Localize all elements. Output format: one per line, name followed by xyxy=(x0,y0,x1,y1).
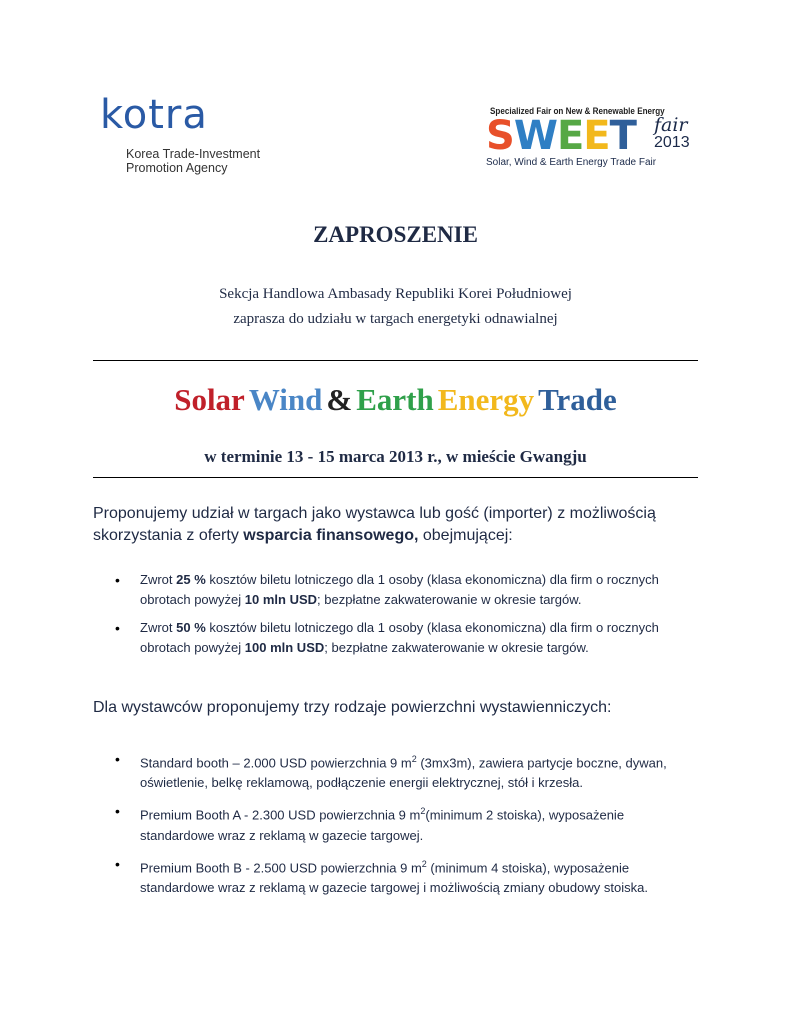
list-item xyxy=(115,854,695,898)
list-item xyxy=(115,570,695,610)
booth-text: Standard booth – 2.000 USD powierzchnia 9 m xyxy=(140,755,412,771)
booth-text: Premium Booth A - 2.300 USD powierzchnia 9 m xyxy=(140,807,421,823)
sweet-letter: E xyxy=(556,113,584,159)
support-text: kosztów biletu lotniczego dla 1 osoby (klasa ekonomiczna) dla firm o rocznych obrotach powyżej xyxy=(140,572,659,607)
event-title-amp: & xyxy=(326,382,353,417)
support-text: ; bezpłatne zakwaterowanie w okresie targów. xyxy=(317,592,582,607)
offer-paragraph xyxy=(93,503,703,547)
sweet-letter: E xyxy=(583,113,610,159)
booth-text: (minimum 4 stoiska), wyposażenie standardowe wraz z reklamą w gazecie targowej i możliwością zmiany obudowy stoiska. xyxy=(140,859,648,895)
event-title-energy: Energy xyxy=(437,382,535,417)
divider-top xyxy=(93,360,698,361)
sweet-wordmark xyxy=(486,114,636,158)
intro-line-2: zaprasza do udziału w targach energetyki odnawialnej xyxy=(233,311,558,327)
offer-text-2: obejmującej: xyxy=(418,527,513,544)
kotra-logo xyxy=(100,92,300,180)
sweet-fair-logo xyxy=(484,106,704,176)
booth-list xyxy=(115,749,695,906)
support-percent: 25 % xyxy=(176,572,206,587)
kotra-logo-line2: Promotion Agency xyxy=(126,161,228,175)
sweet-letter: W xyxy=(513,113,557,159)
booth-text: (3mx3m), zawiera partycje boczne, dywan, oświetlenie, belkę reklamową, podłączenie energii elektrycznej, stół i krzesła. xyxy=(140,755,667,791)
kotra-logo-line1: Korea Trade-Investment xyxy=(126,147,261,161)
booth-text: (minimum 2 stoiska), wyposażenie standardowe wraz z reklamą w gazecie targowej. xyxy=(140,807,625,843)
booth-superscript: 2 xyxy=(421,858,427,869)
support-text: Zwrot xyxy=(140,620,177,635)
exhibitor-lead: Dla wystawców proponujemy trzy rodzaje powierzchni wystawienniczych: xyxy=(93,699,612,716)
sweet-tagline: Specialized Fair on New & Renewable Energy xyxy=(490,106,665,116)
support-threshold: 100 mln USD xyxy=(244,640,325,655)
support-text: Zwrot xyxy=(140,572,177,587)
event-title-trade: Trade xyxy=(538,382,617,417)
support-text: ; bezpłatne zakwaterowanie w okresie targów. xyxy=(324,640,589,655)
sweet-bottom-line: Solar, Wind & Earth Energy Trade Fair xyxy=(486,157,657,168)
kotra-logo-word: kotra xyxy=(100,92,208,138)
event-title-solar: Solar xyxy=(174,382,245,417)
sweet-letter: S xyxy=(486,113,514,159)
list-item xyxy=(115,618,695,658)
list-item xyxy=(115,801,695,845)
event-title xyxy=(0,382,791,418)
support-list xyxy=(115,570,695,666)
offer-text-1: Proponujemy udział w targach jako wystawca lub gość (importer) z możliwością skorzystania z oferty xyxy=(93,505,656,544)
support-percent: 50 % xyxy=(176,620,206,635)
support-threshold: 10 mln USD xyxy=(244,592,318,607)
booth-text: Premium Booth B - 2.500 USD powierzchnia 9 m xyxy=(140,859,422,875)
divider-bottom xyxy=(93,477,698,478)
sweet-fair-word: fair xyxy=(654,114,688,136)
event-title-wind: Wind xyxy=(248,382,323,417)
offer-text-bold: wsparcia finansowego, xyxy=(243,527,419,544)
event-title-earth: Earth xyxy=(356,382,434,417)
booth-superscript: 2 xyxy=(411,754,417,764)
event-dates: w terminie 13 - 15 marca 2013 r., w mieście Gwangju xyxy=(204,447,587,466)
list-item xyxy=(115,749,695,793)
booth-superscript: 2 xyxy=(420,806,426,817)
support-text: kosztów biletu lotniczego dla 1 osoby (klasa ekonomiczna) dla firm o rocznych obrotach powyżej xyxy=(140,620,659,655)
page-title: ZAPROSZENIE xyxy=(313,222,478,247)
sweet-letter: T xyxy=(609,113,636,159)
intro-line-1: Sekcja Handlowa Ambasady Republiki Korei Południowej xyxy=(219,286,572,302)
sweet-year: 2013 xyxy=(654,134,690,151)
